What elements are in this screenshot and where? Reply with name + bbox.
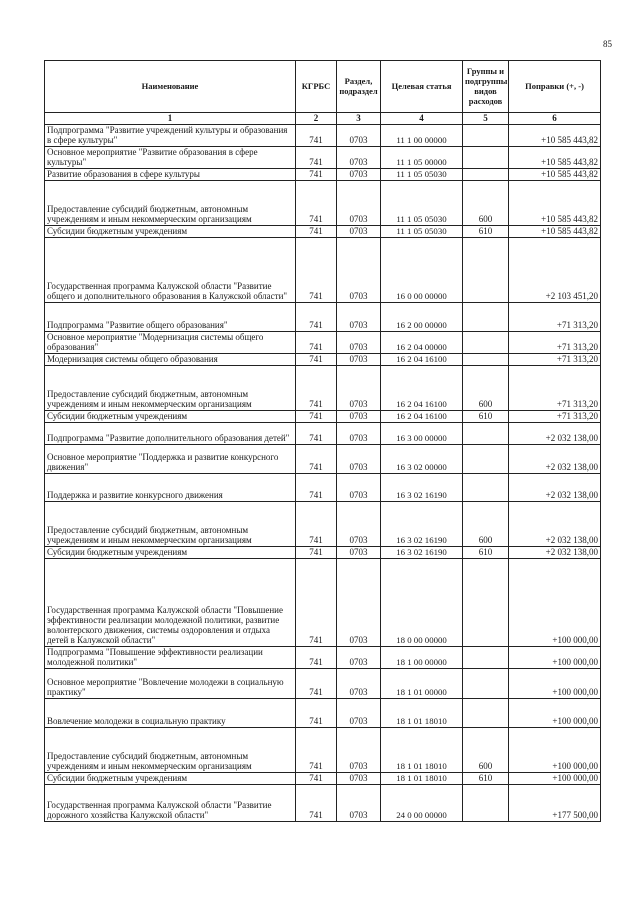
row-target-article-cell: 18 1 01 00000 [381, 669, 463, 699]
row-target-article-cell: 11 1 05 05030 [381, 169, 463, 181]
column-number: 6 [509, 113, 601, 125]
column-number-row [45, 113, 601, 125]
row-kgrbs-cell: 741 [296, 699, 337, 728]
row-kgrbs-cell: 741 [296, 181, 337, 226]
row-name-cell: Основное мероприятие "Поддержка и развитие конкурсного движения" [45, 445, 296, 474]
row-target-article-cell: 16 2 04 00000 [381, 332, 463, 354]
row-target-article-cell: 16 0 00 00000 [381, 238, 463, 303]
row-name-cell: Модернизация системы общего образования [45, 354, 296, 366]
row-section-cell: 0703 [337, 647, 381, 669]
row-amendment-cell: +2 032 138,00 [509, 502, 601, 547]
row-section-cell: 0703 [337, 169, 381, 181]
table-row [45, 332, 601, 354]
column-number: 2 [296, 113, 337, 125]
row-kgrbs-cell: 741 [296, 147, 337, 169]
row-section-cell: 0703 [337, 445, 381, 474]
row-expense-group-cell [463, 647, 509, 669]
table-row [45, 773, 601, 785]
row-amendment-cell: +2 032 138,00 [509, 547, 601, 559]
row-name-cell: Субсидии бюджетным учреждениям [45, 226, 296, 238]
row-target-article-cell: 16 2 00 00000 [381, 303, 463, 332]
row-expense-group-cell [463, 125, 509, 147]
row-section-cell: 0703 [337, 226, 381, 238]
row-amendment-cell: +10 585 443,82 [509, 169, 601, 181]
row-expense-group-cell [463, 669, 509, 699]
row-name-cell: Предоставление субсидий бюджетным, автономным учреждениям и иным некоммерческим организациям [45, 728, 296, 773]
row-amendment-cell: +71 313,20 [509, 303, 601, 332]
row-name-cell: Поддержка и развитие конкурсного движения [45, 474, 296, 502]
row-expense-group-cell [463, 699, 509, 728]
row-target-article-cell: 18 1 01 18010 [381, 728, 463, 773]
row-target-article-cell: 11 1 05 05030 [381, 181, 463, 226]
row-name-cell: Подпрограмма "Повышение эффективности реализации молодежной политики" [45, 647, 296, 669]
row-kgrbs-cell: 741 [296, 559, 337, 647]
row-amendment-cell: +10 585 443,82 [509, 125, 601, 147]
row-name-cell: Основное мероприятие "Развитие образования в сфере культуры" [45, 147, 296, 169]
row-amendment-cell: +71 313,20 [509, 332, 601, 354]
row-target-article-cell: 24 0 00 00000 [381, 785, 463, 822]
row-target-article-cell: 16 2 04 16100 [381, 366, 463, 411]
row-expense-group-cell [463, 354, 509, 366]
row-amendment-cell: +100 000,00 [509, 647, 601, 669]
table-row [45, 669, 601, 699]
row-name-cell: Вовлечение молодежи в социальную практику [45, 699, 296, 728]
table-row [45, 238, 601, 303]
row-expense-group-cell: 610 [463, 547, 509, 559]
row-kgrbs-cell: 741 [296, 303, 337, 332]
table-row [45, 169, 601, 181]
row-target-article-cell: 16 3 02 00000 [381, 445, 463, 474]
row-expense-group-cell: 600 [463, 502, 509, 547]
row-name-cell: Подпрограмма "Развитие дополнительного образования детей" [45, 423, 296, 445]
row-section-cell: 0703 [337, 547, 381, 559]
row-target-article-cell: 16 3 00 00000 [381, 423, 463, 445]
row-kgrbs-cell: 741 [296, 125, 337, 147]
row-amendment-cell: +71 313,20 [509, 366, 601, 411]
row-amendment-cell: +100 000,00 [509, 669, 601, 699]
table-row [45, 785, 601, 822]
header-amendments: Поправки (+, -) [509, 61, 601, 113]
row-name-cell: Основное мероприятие "Вовлечение молодежи в социальную практику" [45, 669, 296, 699]
row-section-cell: 0703 [337, 559, 381, 647]
table-row [45, 303, 601, 332]
row-name-cell: Основное мероприятие "Модернизация системы общего образования" [45, 332, 296, 354]
row-section-cell: 0703 [337, 366, 381, 411]
header-name: Наименование [45, 61, 296, 113]
row-expense-group-cell [463, 303, 509, 332]
row-name-cell: Субсидии бюджетным учреждениям [45, 773, 296, 785]
row-amendment-cell: +10 585 443,82 [509, 181, 601, 226]
row-section-cell: 0703 [337, 181, 381, 226]
row-kgrbs-cell: 741 [296, 238, 337, 303]
row-kgrbs-cell: 741 [296, 502, 337, 547]
row-section-cell: 0703 [337, 423, 381, 445]
row-section-cell: 0703 [337, 699, 381, 728]
row-target-article-cell: 11 1 05 00000 [381, 147, 463, 169]
row-expense-group-cell [463, 147, 509, 169]
row-name-cell: Предоставление субсидий бюджетным, автономным учреждениям и иным некоммерческим организациям [45, 181, 296, 226]
header-target-article: Целевая статья [381, 61, 463, 113]
row-expense-group-cell: 610 [463, 411, 509, 423]
row-name-cell: Подпрограмма "Развитие учреждений культуры и образования в сфере культуры" [45, 125, 296, 147]
page-number: 85 [603, 39, 612, 49]
table-row [45, 728, 601, 773]
column-number: 1 [45, 113, 296, 125]
row-amendment-cell: +100 000,00 [509, 559, 601, 647]
row-kgrbs-cell: 741 [296, 474, 337, 502]
row-section-cell: 0703 [337, 411, 381, 423]
row-amendment-cell: +100 000,00 [509, 773, 601, 785]
table-row [45, 366, 601, 411]
row-name-cell: Развитие образования в сфере культуры [45, 169, 296, 181]
row-section-cell: 0703 [337, 125, 381, 147]
row-expense-group-cell [463, 474, 509, 502]
row-expense-group-cell [463, 445, 509, 474]
row-name-cell: Государственная программа Калужской области "Развитие дорожного хозяйства Калужской области" [45, 785, 296, 822]
row-amendment-cell: +177 500,00 [509, 785, 601, 822]
table-row [45, 502, 601, 547]
row-expense-group-cell [463, 559, 509, 647]
row-target-article-cell: 11 1 00 00000 [381, 125, 463, 147]
row-target-article-cell: 16 3 02 16190 [381, 547, 463, 559]
row-section-cell: 0703 [337, 502, 381, 547]
row-section-cell: 0703 [337, 354, 381, 366]
table-row [45, 445, 601, 474]
row-kgrbs-cell: 741 [296, 332, 337, 354]
row-target-article-cell: 18 1 01 18010 [381, 773, 463, 785]
row-expense-group-cell: 600 [463, 181, 509, 226]
row-kgrbs-cell: 741 [296, 226, 337, 238]
row-kgrbs-cell: 741 [296, 773, 337, 785]
row-target-article-cell: 11 1 05 05030 [381, 226, 463, 238]
row-amendment-cell: +2 032 138,00 [509, 445, 601, 474]
row-expense-group-cell: 600 [463, 366, 509, 411]
row-expense-group-cell [463, 332, 509, 354]
header-section: Раздел, подраздел [337, 61, 381, 113]
row-name-cell: Субсидии бюджетным учреждениям [45, 547, 296, 559]
column-number: 4 [381, 113, 463, 125]
table-header-row [45, 61, 601, 113]
row-amendment-cell: +71 313,20 [509, 411, 601, 423]
row-name-cell: Субсидии бюджетным учреждениям [45, 411, 296, 423]
row-expense-group-cell [463, 169, 509, 181]
row-expense-group-cell [463, 238, 509, 303]
row-expense-group-cell: 610 [463, 773, 509, 785]
table-row [45, 181, 601, 226]
header-kgrbs: КГРБС [296, 61, 337, 113]
row-kgrbs-cell: 741 [296, 547, 337, 559]
table-row [45, 547, 601, 559]
row-target-article-cell: 18 1 01 18010 [381, 699, 463, 728]
table-row [45, 647, 601, 669]
row-kgrbs-cell: 741 [296, 354, 337, 366]
row-section-cell: 0703 [337, 238, 381, 303]
row-section-cell: 0703 [337, 147, 381, 169]
row-kgrbs-cell: 741 [296, 647, 337, 669]
row-amendment-cell: +10 585 443,82 [509, 226, 601, 238]
row-amendment-cell: +2 103 451,20 [509, 238, 601, 303]
row-kgrbs-cell: 741 [296, 169, 337, 181]
table-row [45, 411, 601, 423]
row-amendment-cell: +100 000,00 [509, 728, 601, 773]
table-row [45, 474, 601, 502]
table-row [45, 125, 601, 147]
row-target-article-cell: 16 2 04 16100 [381, 411, 463, 423]
row-section-cell: 0703 [337, 773, 381, 785]
row-amendment-cell: +71 313,20 [509, 354, 601, 366]
row-section-cell: 0703 [337, 332, 381, 354]
row-section-cell: 0703 [337, 303, 381, 332]
row-name-cell: Государственная программа Калужской области "Развитие общего и дополнительного образования в Калужской области" [45, 238, 296, 303]
row-target-article-cell: 16 3 02 16190 [381, 502, 463, 547]
table-body [45, 125, 601, 822]
table-row [45, 559, 601, 647]
header-expense-group: Группы и подгруппы видов расходов [463, 61, 509, 113]
row-kgrbs-cell: 741 [296, 366, 337, 411]
table-row [45, 226, 601, 238]
column-number: 5 [463, 113, 509, 125]
row-target-article-cell: 18 0 00 00000 [381, 559, 463, 647]
row-section-cell: 0703 [337, 785, 381, 822]
row-kgrbs-cell: 741 [296, 411, 337, 423]
row-amendment-cell: +2 032 138,00 [509, 474, 601, 502]
row-expense-group-cell: 610 [463, 226, 509, 238]
row-kgrbs-cell: 741 [296, 423, 337, 445]
row-section-cell: 0703 [337, 474, 381, 502]
column-number: 3 [337, 113, 381, 125]
row-target-article-cell: 18 1 00 00000 [381, 647, 463, 669]
table-row [45, 699, 601, 728]
row-kgrbs-cell: 741 [296, 669, 337, 699]
row-target-article-cell: 16 3 02 16190 [381, 474, 463, 502]
row-amendment-cell: +10 585 443,82 [509, 147, 601, 169]
table-row [45, 354, 601, 366]
row-kgrbs-cell: 741 [296, 785, 337, 822]
row-name-cell: Государственная программа Калужской области "Повышение эффективности реализации молодежной политики, развитие волонтерского движения, системы оздоровления и отдыха детей в Калужской области" [45, 559, 296, 647]
row-name-cell: Предоставление субсидий бюджетным, автономным учреждениям и иным некоммерческим организациям [45, 366, 296, 411]
budget-amendments-table [44, 60, 601, 822]
row-kgrbs-cell: 741 [296, 728, 337, 773]
row-name-cell: Предоставление субсидий бюджетным, автономным учреждениям и иным некоммерческим организациям [45, 502, 296, 547]
row-expense-group-cell [463, 785, 509, 822]
table-row [45, 423, 601, 445]
table-row [45, 147, 601, 169]
row-section-cell: 0703 [337, 669, 381, 699]
row-expense-group-cell [463, 423, 509, 445]
row-name-cell: Подпрограмма "Развитие общего образования" [45, 303, 296, 332]
row-target-article-cell: 16 2 04 16100 [381, 354, 463, 366]
row-amendment-cell: +2 032 138,00 [509, 423, 601, 445]
row-amendment-cell: +100 000,00 [509, 699, 601, 728]
row-section-cell: 0703 [337, 728, 381, 773]
row-kgrbs-cell: 741 [296, 445, 337, 474]
row-expense-group-cell: 600 [463, 728, 509, 773]
